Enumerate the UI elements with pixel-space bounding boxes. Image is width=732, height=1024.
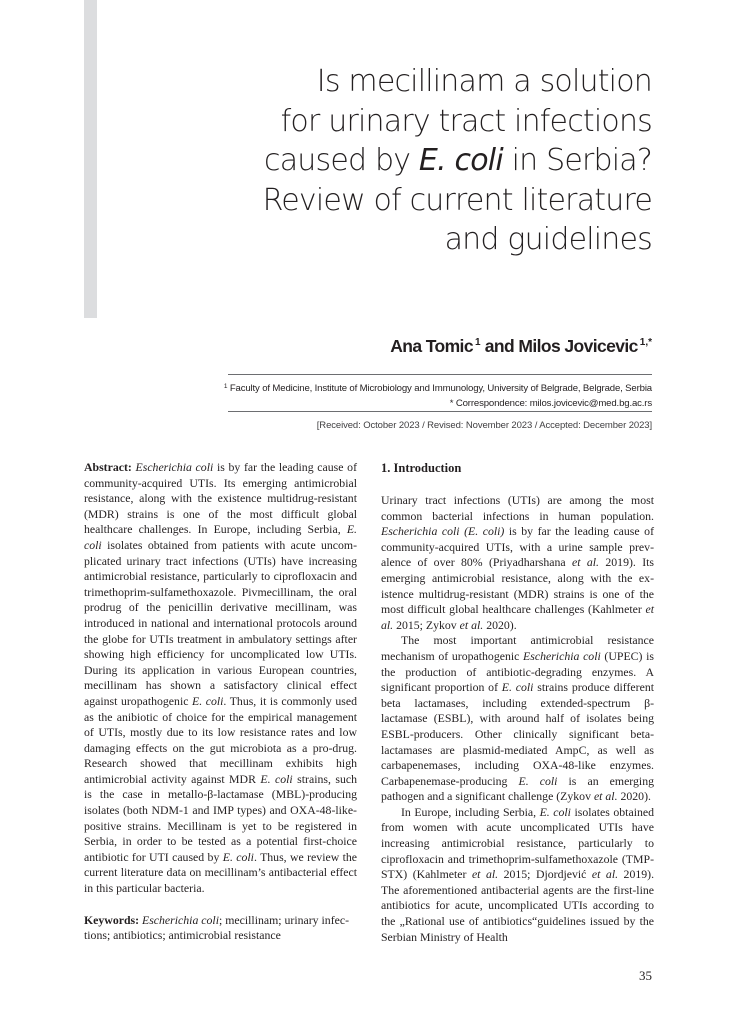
title-line-5: and guidelines (444, 222, 652, 257)
divider-rule (228, 374, 652, 375)
italic-text: et al. (381, 602, 654, 632)
italic-text: Escherichia coli (523, 648, 601, 663)
abstract-text: strains, such is the case in metallo-β-lactamase (MBL)-producing isolates (both NDM-1 and IMP types) and OXA-48-like-positive strains. Mecillinam is yet to be registered in Serbia, in order to be tested as a potential first-choice antibiotic for UTI caused by (84, 771, 357, 864)
italic-text: et al. (471, 867, 499, 882)
affiliation-mark: 1 (223, 383, 228, 390)
author-list (390, 336, 652, 357)
correspondence-email[interactable]: * Correspondence: milos.jovicevic@med.bg.ac.rs (449, 398, 652, 409)
author-name: Milos Jovicevic (518, 336, 638, 356)
title-line-3-pre: caused by (264, 143, 419, 178)
title-line-3-italic: E. coli (418, 143, 503, 178)
introduction-column (381, 460, 654, 945)
abstract-label: Abstract: (84, 460, 132, 474)
affiliation-text: Faculty of Medicine, Institute of Microbiology and Immunology, University of Belgrade, Belgrade, Serbia (227, 383, 652, 394)
paragraph-text: Urinary tract infections (UTIs) are among the most common bacterial infections in human population. (381, 493, 654, 523)
paragraph-text: 2015; Djordjević (498, 867, 592, 882)
article-title (132, 62, 652, 260)
paragraph-text: (UPEC) is the production of antibiotic-degrading enzymes. A significant proportion of (381, 648, 654, 695)
author-affiliation-mark: 1,* (639, 337, 652, 348)
italic-text: Escherichia coli (E. coli) (381, 524, 505, 539)
abstract (84, 460, 357, 897)
affiliation-block (224, 379, 652, 411)
paragraph-text: 2019). The aforementioned antibacterial agents are the first-line antibiotics for acute, uncomplicated UTIs according to the „Rational use of antibiotics“guidelines issued by the Serbian Ministry of Health (381, 867, 655, 944)
divider-rule (228, 411, 652, 412)
species-name: E. coli (260, 771, 293, 786)
species-name: E. coli (222, 849, 254, 864)
keyword-italic: Escherichia coli (139, 912, 219, 927)
paragraph-text: is an emerging pathogen and a significant challenge (Zykov (381, 773, 654, 804)
paragraph-text: In Europe, including Serbia, (401, 804, 540, 819)
title-line-3 (132, 141, 652, 181)
paragraph-text: 2015; Zykov (393, 617, 460, 632)
keywords-text: ; mecillinam; urinary infections; antibiotics; antimicrobial resistance (84, 912, 350, 943)
paragraph-text: 2020). (617, 789, 651, 804)
author-name: Ana Tomic (390, 336, 473, 356)
paragraph-text: is by far the leading cause of community-acquired UTIs, with a urine sample prevalence of over 80% (Priyadharshana (381, 524, 654, 570)
keywords (84, 913, 357, 944)
abstract-text: . Thus, it is commonly used as the anibiotic of choice for the empirical management of UTIs, mostly due to its low resistance rates and low damaging effects on the gut microbiota as a pro-drug. Research showed that mecillinam exhibits high antimicrobial activity against MDR (84, 693, 357, 786)
paragraph (381, 805, 654, 945)
paragraph-text: 2020). (483, 617, 517, 632)
decorative-side-bar (84, 0, 97, 318)
italic-text: et al. (593, 789, 618, 804)
species-name: Escherichia coli (131, 460, 214, 474)
abstract-text: . Thus, we review the current literature data on mecillinam’s antibacterial effect in this particular bacteria. (84, 849, 358, 896)
italic-text: et al. (459, 617, 484, 632)
species-name: E. coli (84, 522, 357, 552)
abstract-text: is by far the leading cause of community-acquired UTIs. Its emerging antimicrobial resistance, along with the existence multidrug-resistant (MDR) strains is one of the most difficult global healthcare challenges. In Europe, including Serbia, (84, 460, 358, 537)
title-line-2: for urinary tract infections (280, 103, 652, 139)
abstract-text: isolates obtained from patients with acute uncomplicated urinary tract infections (UTIs) have increasing antimicrobial resistance, particularly to ciprofloxacin and trimethoprim-sulfamethoxazole. Pivmecillinam, the oral prodrug of the penicillin derivative mecillinam, was introduced in national and international protocols around the globe for UTIs treatment in ambulatory settings after showing high efficiency for uncomplicated low UTIs. During its application in various European countries, mecillinam has shown a satisfactory clinical effect against uropathogenic (84, 537, 357, 708)
italic-text: et al. (572, 555, 600, 570)
paragraph-text: The most important antimicrobial resistance mechanism of uropathogenic (381, 633, 654, 663)
paragraph-text: isolates obtained from women with acute uncomplicated UTIs have increasing antimicrobial resistance, particularly to ciprofloxacin and trimethoprim-sulfamethoxazole (TMP-STX) (Kahlmeter (381, 804, 655, 882)
italic-text: et al. (591, 867, 619, 882)
abstract-column (84, 460, 357, 944)
paragraph (381, 633, 654, 805)
italic-text: E. coli (501, 680, 534, 695)
title-line-1: Is mecillinam a solution (316, 64, 652, 99)
section-heading: 1. Introduction (381, 461, 462, 475)
keywords-label: Keywords: (84, 912, 140, 927)
italic-text: E. coli (539, 804, 571, 819)
italic-text: E. coli (518, 773, 558, 788)
title-line-4: Review of current literature (262, 182, 652, 218)
submission-dates: [Received: October 2023 / Revised: November 2023 / Accepted: December 2023] (316, 420, 652, 431)
author-joiner: and (480, 336, 519, 356)
title-line-3-post: in Serbia? (502, 143, 652, 178)
paragraph (381, 493, 654, 633)
paragraph-text: strains produce different beta lactamases, including extended-spectrum β-lactamase (ESBL), with around half of isolates being ESBL-producers. Other clinically significant beta-lactamases are plasmid-mediated AmpC, as well as carbapenemases, including OXA-48-like enzymes. Carbapenemase-producing (381, 680, 654, 788)
species-name: E. coli (192, 693, 224, 708)
paragraph-text: 2019). Its emerging antimicrobial resistance, along with the existence multidrug-resistant (MDR) strains is one of the most difficult global healthcare challenges (Kahlmeter (381, 555, 655, 617)
affiliation-line (224, 379, 652, 396)
author-affiliation-mark: 1 (474, 337, 481, 348)
page-number: 35 (639, 968, 652, 983)
